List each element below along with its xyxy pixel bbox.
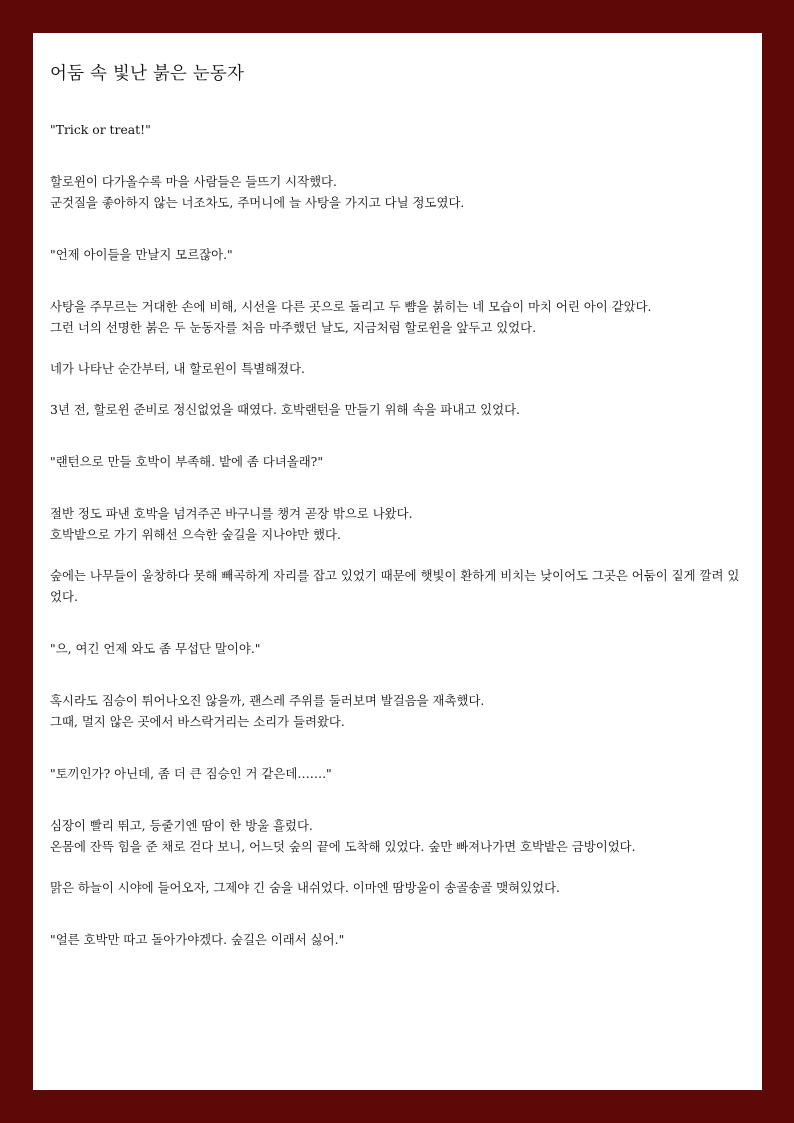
paragraph-line: 사탕을 주무르는 거대한 손에 비해, 시선을 다른 곳으로 돌리고 두 뺨을 붉히는 네 모습이 마치 어린 아이 같았다. xyxy=(50,299,652,314)
paragraph-line: 혹시라도 짐승이 튀어나오진 않을까, 괜스레 주위를 둘러보며 발걸음을 재촉했다. xyxy=(50,693,485,708)
paragraph-dialogue: "언제 아이들을 만날지 모르잖아." xyxy=(50,247,233,262)
paragraph-dialogue: "으, 여긴 언제 와도 좀 무섭단 말이야." xyxy=(50,641,261,656)
paragraph xyxy=(50,690,746,732)
paragraph-dialogue: "랜턴으로 만들 호박이 부족해. 밭에 좀 다녀올래?" xyxy=(50,454,324,469)
paragraph-dialogue: "얼른 호박만 따고 돌아가야겠다. 숲길은 이래서 싫어." xyxy=(50,932,345,947)
paragraph-line: 호박밭으로 가기 위해선 으슥한 숲길을 지나야만 했다. xyxy=(50,527,341,542)
paragraph-line: 그런 너의 선명한 붉은 두 눈동자를 처음 마주했던 날도, 지금처럼 할로윈을 앞두고 있었다. xyxy=(50,320,537,335)
paragraph: 3년 전, 할로윈 준비로 정신없었을 때였다. 호박랜턴을 만들기 위해 속을 파내고 있었다. xyxy=(50,402,520,417)
paragraph xyxy=(50,503,746,545)
document-page xyxy=(33,33,762,1090)
paragraph: 네가 나타난 순간부터, 내 할로윈이 특별해졌다. xyxy=(50,361,305,376)
paragraph xyxy=(50,171,746,213)
paragraph xyxy=(50,296,746,338)
paragraph xyxy=(50,815,746,857)
paragraph-line: 군것질을 좋아하지 않는 너조차도, 주머니에 늘 사탕을 가지고 다닐 정도였다. xyxy=(50,195,465,210)
paragraph-line: 할로윈이 다가올수록 마을 사람들은 들뜨기 시작했다. xyxy=(50,174,337,189)
paragraph: 숲에는 나무들이 울창하다 못해 빼곡하게 자리를 잡고 있었기 때문에 햇빛이 환하게 비치는 낮이어도 그곳은 어둠이 짙게 깔려 있었다. xyxy=(50,568,740,604)
paragraph-line: 절반 정도 파낸 호박을 넘겨주곤 바구니를 챙겨 곧장 밖으로 나왔다. xyxy=(50,506,413,521)
paragraph-dialogue: "Trick or treat!" xyxy=(50,122,151,137)
document-title: 어둠 속 빛난 붉은 눈동자 xyxy=(50,64,245,84)
paragraph-line: 심장이 빨리 뛰고, 등줄기엔 땀이 한 방울 흘렀다. xyxy=(50,818,313,833)
paragraph-line: 온몸에 잔뜩 힘을 준 채로 걷다 보니, 어느덧 숲의 끝에 도착해 있었다. 숲만 빠져나가면 호박밭은 금방이었다. xyxy=(50,839,636,854)
paragraph: 맑은 하늘이 시야에 들어오자, 그제야 긴 숨을 내쉬었다. 이마엔 땀방울이 송골송골 맺혀있었다. xyxy=(50,880,560,895)
paragraph-line: 그때, 멀지 않은 곳에서 바스락거리는 소리가 들려왔다. xyxy=(50,714,345,729)
paragraph-dialogue: "토끼인가? 아닌데, 좀 더 큰 짐승인 거 같은데……." xyxy=(50,766,332,781)
